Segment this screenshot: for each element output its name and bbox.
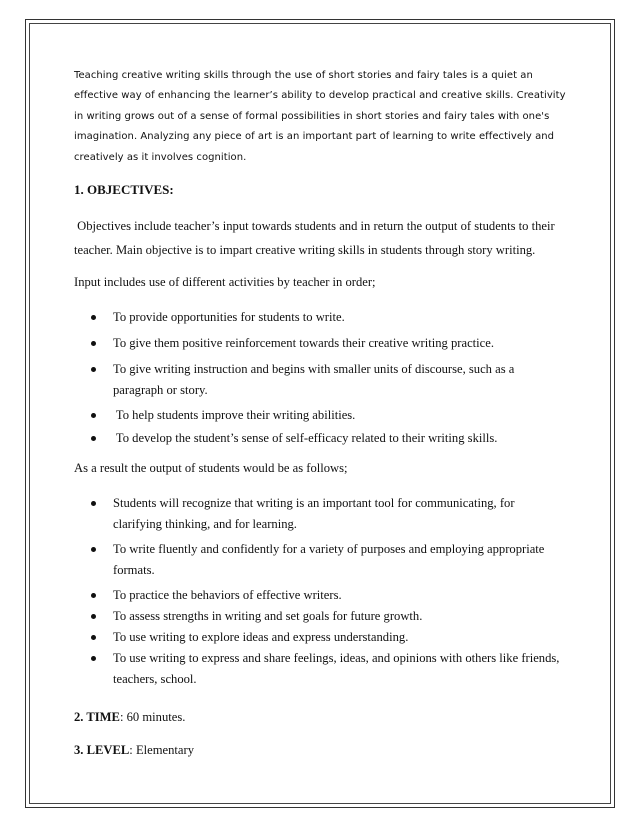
bullet-dot-icon xyxy=(91,614,96,619)
input-list xyxy=(74,307,579,449)
list-item-text: To use writing to express and share feelings, ideas, and opinions with others like friends, xyxy=(113,651,560,666)
bullet-dot-icon xyxy=(91,367,96,372)
time-value: : 60 minutes. xyxy=(119,710,186,725)
list-item-text: To assess strengths in writing and set goals for future growth. xyxy=(113,609,423,624)
bullet-dot-icon xyxy=(91,413,96,418)
input-intro: Input includes use of different activities by teacher in order; xyxy=(74,275,376,290)
document-body xyxy=(74,66,579,761)
list-item xyxy=(74,307,579,328)
intro-line: creatively as it involves cognition. xyxy=(74,151,247,163)
list-item xyxy=(74,648,579,690)
objectives-paragraph xyxy=(74,214,579,262)
list-item xyxy=(74,359,579,401)
list-item-text: To write fluently and confidently for a variety of purposes and employing appropriate xyxy=(113,542,545,557)
list-item xyxy=(74,493,579,535)
objectives-line: Objectives include teacher’s input towards students and in return the output of students to their xyxy=(74,219,555,234)
list-item-text: To practice the behaviors of effective writers. xyxy=(113,588,342,603)
intro-paragraph xyxy=(74,66,579,168)
objectives-heading: 1. OBJECTIVES: xyxy=(74,182,174,198)
list-item xyxy=(74,405,579,426)
bullet-dot-icon xyxy=(91,547,96,552)
list-item-text: clarifying thinking, and for learning. xyxy=(113,517,297,532)
list-item-text: Students will recognize that writing is an important tool for communicating, for xyxy=(113,496,515,511)
time-label: 2. TIME xyxy=(74,710,120,725)
intro-line: imagination. Analyzing any piece of art is an important part of learning to write effectively and xyxy=(74,131,555,143)
list-item xyxy=(74,539,579,581)
list-item-text: formats. xyxy=(113,563,155,578)
list-item xyxy=(74,428,579,449)
bullet-dot-icon xyxy=(91,656,96,661)
intro-line: effective way of enhancing the learner’s ability to develop practical and creative skills. Creativity xyxy=(74,90,566,102)
list-item-text: To help students improve their writing abilities. xyxy=(113,407,356,422)
bullet-dot-icon xyxy=(91,436,96,441)
list-item-text: paragraph or story. xyxy=(113,382,208,397)
output-intro: As a result the output of students would be as follows; xyxy=(74,460,348,475)
level-label: 3. LEVEL xyxy=(74,742,130,757)
bullet-dot-icon xyxy=(91,501,96,506)
bullet-dot-icon xyxy=(91,635,96,640)
time-line xyxy=(74,706,579,729)
list-item-text: To use writing to explore ideas and express understanding. xyxy=(113,630,409,645)
level-line xyxy=(74,739,579,762)
objectives-line: teacher. Main objective is to impart creative writing skills in students through story writing. xyxy=(74,243,536,258)
list-item xyxy=(74,333,579,354)
list-item-text: To give writing instruction and begins with smaller units of discourse, such as a xyxy=(113,361,515,376)
list-item-text: To give them positive reinforcement towards their creative writing practice. xyxy=(113,335,494,350)
intro-line: in writing grows out of a sense of formal possibilities in short stories and fairy tales with one's xyxy=(74,110,550,122)
list-item-text: teachers, school. xyxy=(113,672,197,687)
list-item-text: To develop the student’s sense of self-efficacy related to their writing skills. xyxy=(113,430,498,445)
bullet-dot-icon xyxy=(91,315,96,320)
bullet-dot-icon xyxy=(91,341,96,346)
list-item-text: To provide opportunities for students to write. xyxy=(113,309,345,324)
list-item xyxy=(74,627,579,648)
list-item xyxy=(74,585,579,606)
level-value: : Elementary xyxy=(129,742,194,757)
bullet-dot-icon xyxy=(91,593,96,598)
intro-line: Teaching creative writing skills through the use of short stories and fairy tales is a quiet an xyxy=(74,70,533,81)
output-list xyxy=(74,493,579,690)
list-item xyxy=(74,606,579,627)
